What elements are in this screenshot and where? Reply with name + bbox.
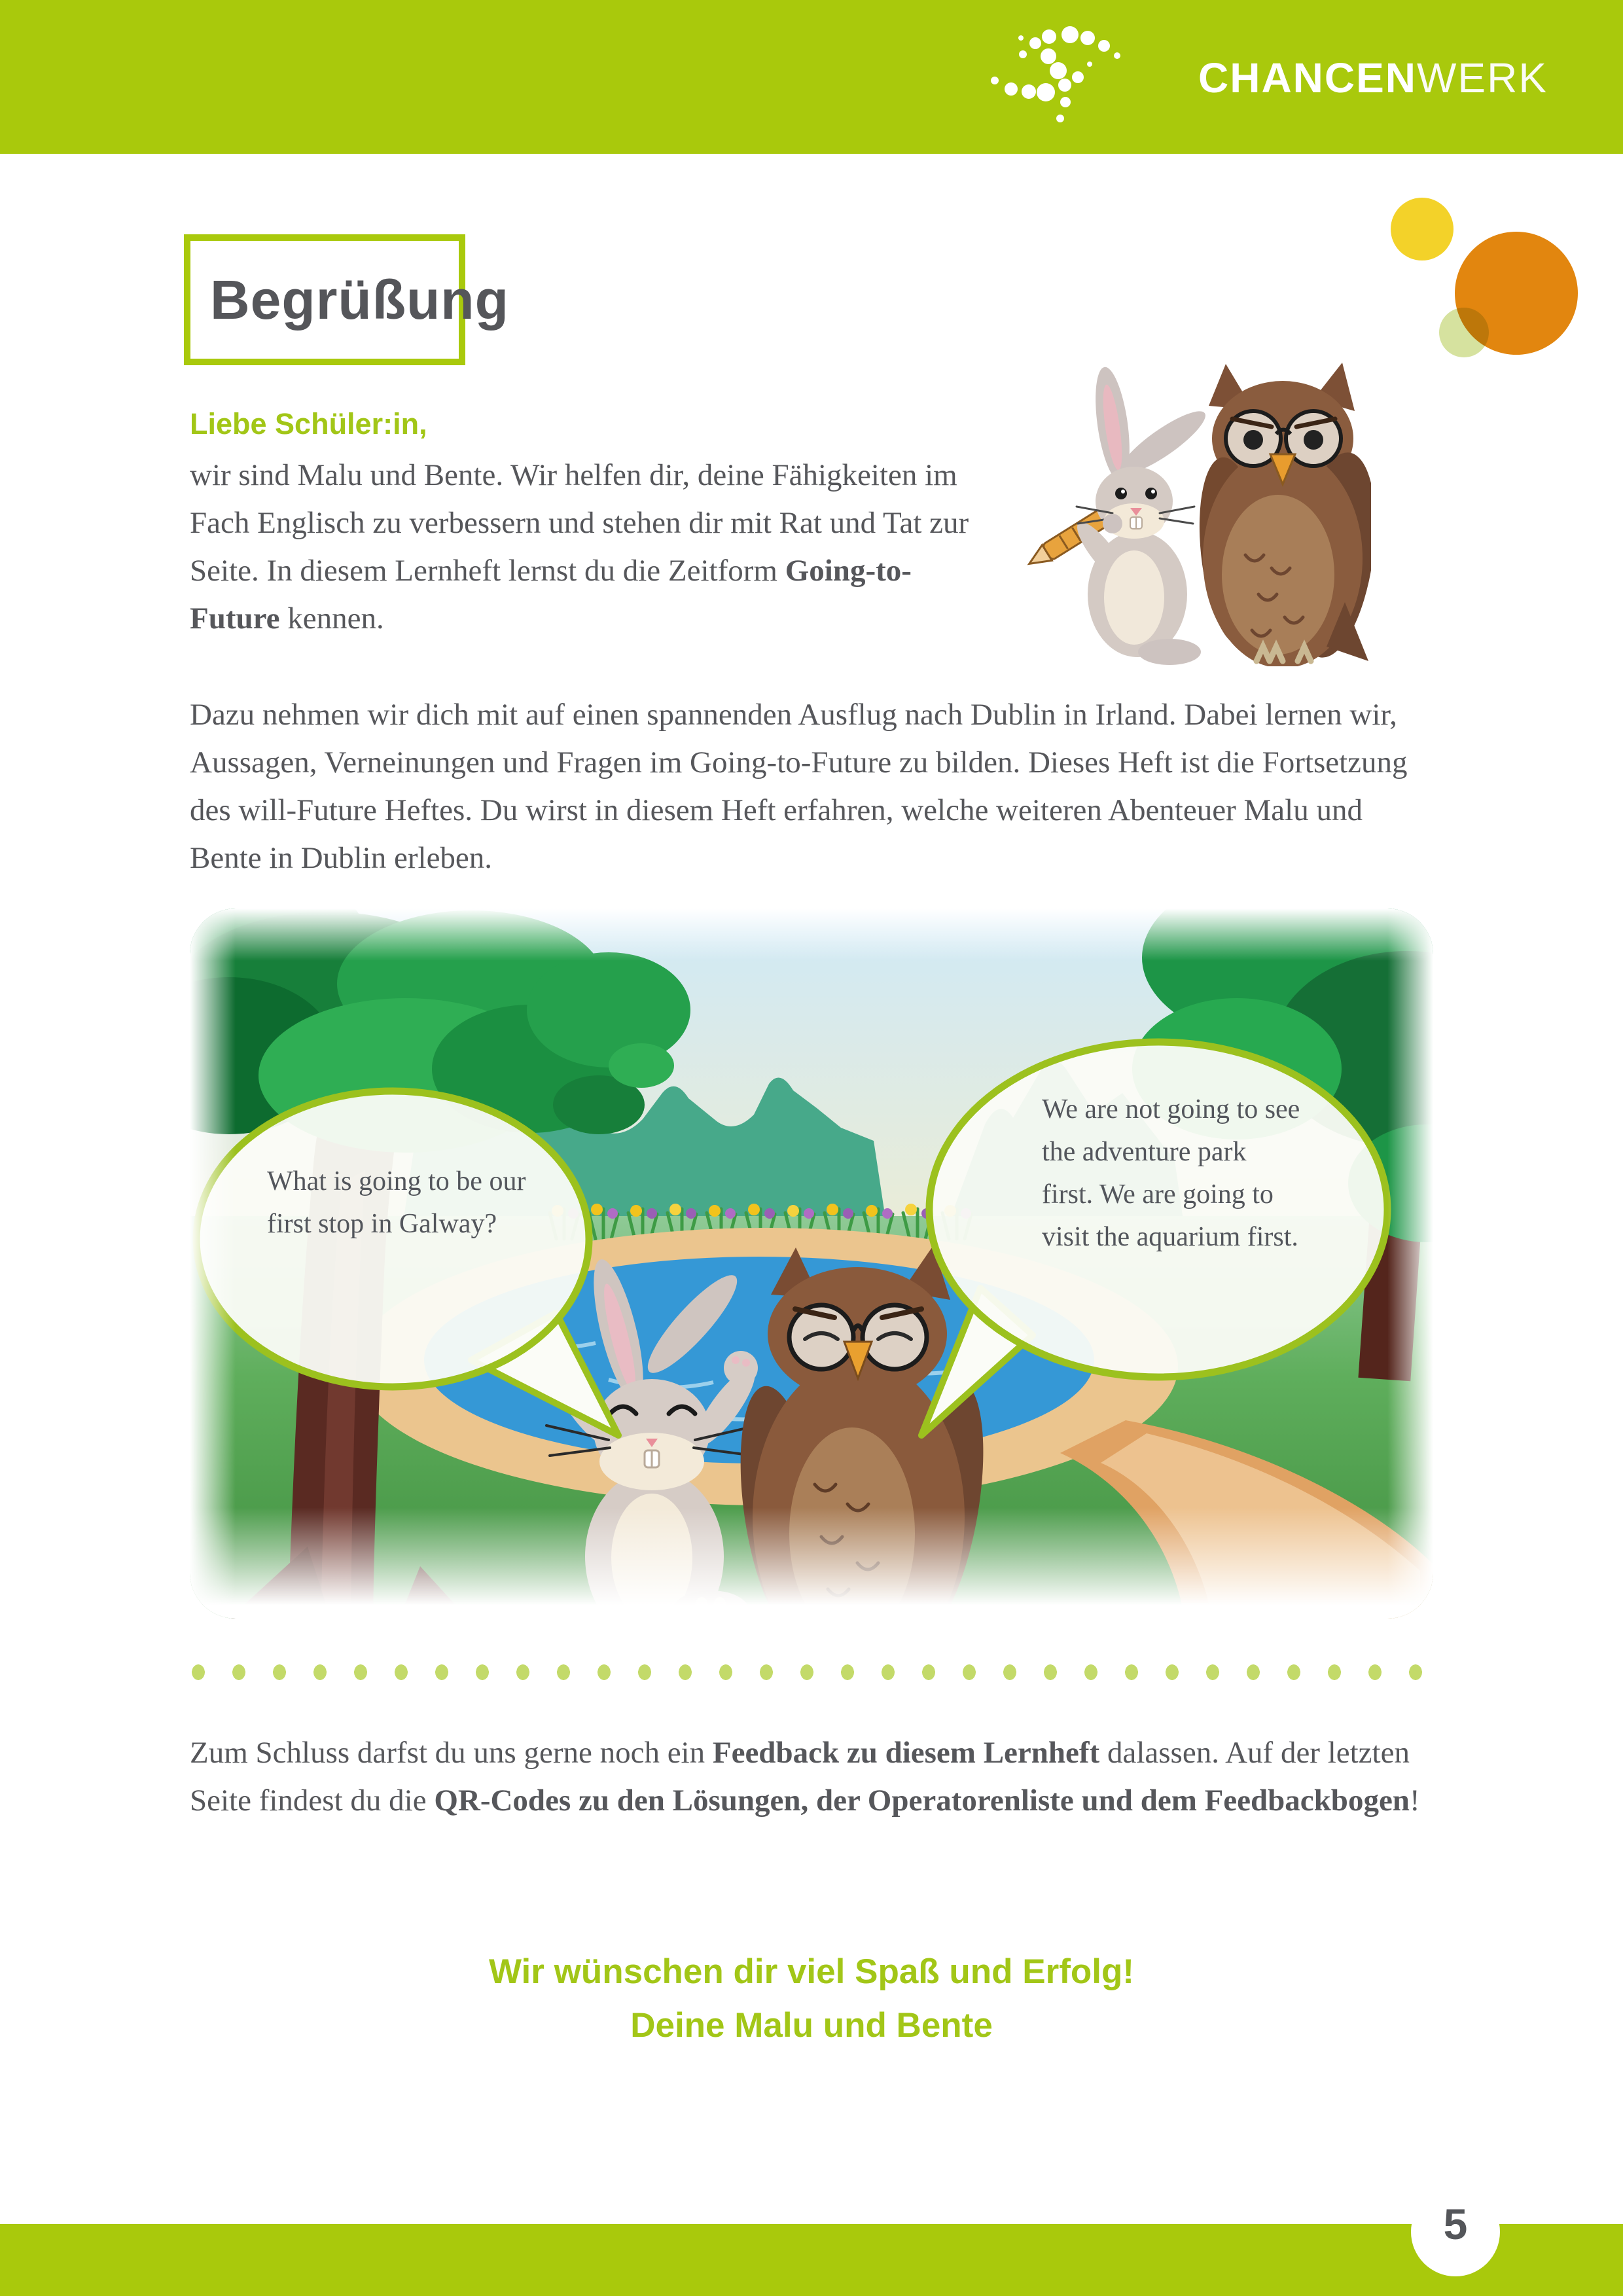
closing-text: Zum Schluss darfst du uns gerne noch ein <box>190 1736 713 1770</box>
page-title-box <box>184 234 509 365</box>
decor-circle-yellow <box>1391 198 1454 260</box>
salutation: Liebe Schüler:in, <box>190 407 427 440</box>
rabbit-malu <box>1024 365 1212 665</box>
intro-text-end: kennen. <box>279 601 384 636</box>
closing-bold-qr: QR-Codes zu den Lösungen, der Operatorenliste und dem Feedbackbogen <box>434 1784 1410 1818</box>
park-scene-illustration <box>190 908 1433 1619</box>
speech-bubble-left-text: What is going to be our first stop in Galway? <box>267 1166 526 1239</box>
header-bar <box>0 0 1623 154</box>
second-paragraph: Dazu nehmen wir dich mit auf einen spannenden Ausflug nach Dublin in Irland. Dabei lernen wir, Aussagen, Verneinungen und Fragen im Going-to-Future zu bilden. Dieses Heft ist die Fortsetzung des will-Future Heftes. Du wirst in diesem Heft erfahren, welche weiteren Abenteuer Malu und Bente in Dublin erleben. <box>190 698 1408 875</box>
footer-bar <box>0 2224 1623 2296</box>
decor-circle-lightgreen <box>1439 308 1489 357</box>
owl-bente <box>1191 363 1371 666</box>
wishes-line1: Wir wünschen dir viel Spaß und Erfolg! <box>489 1952 1134 1991</box>
closing-text-mid: dalassen. Auf der letzten Seite findest du die <box>190 1736 1410 1818</box>
brand-wordmark <box>1198 54 1548 102</box>
page-number-badge <box>1411 2187 1500 2276</box>
brand-bold: CHANCEN <box>1198 54 1417 101</box>
intro-bold-going-to-future: Going-to-Future <box>190 554 912 636</box>
mascots-illustration <box>978 359 1371 666</box>
page-title: Begrüßung <box>210 268 509 331</box>
brand-light: WERK <box>1417 54 1548 101</box>
intro-text: wir sind Malu und Bente. Wir helfen dir, deine Fähigkeiten im Fach Englisch zu verbessern und stehen dir mit Rat und Tat zur Seite. In diesem Lernheft lernst du die Zeitform <box>190 458 969 588</box>
closing-paragraph <box>190 1729 1444 1825</box>
wishes-line2: Deine Malu und Bente <box>630 2006 993 2045</box>
speech-bubble-right-text: We are not going to see the adventure park first. We are going to visit the aquarium first. <box>1042 1094 1300 1252</box>
closing-bold-feedback: Feedback zu diesem Lernheft <box>712 1736 1100 1770</box>
park-scene-svg <box>190 908 1433 1619</box>
chancenwerk-logo-icon <box>985 18 1135 136</box>
page-number: 5 <box>1443 2200 1468 2248</box>
closing-text-end: ! <box>1409 1784 1420 1818</box>
dots-divider <box>191 1664 1433 1681</box>
intro-paragraph <box>190 452 1001 643</box>
